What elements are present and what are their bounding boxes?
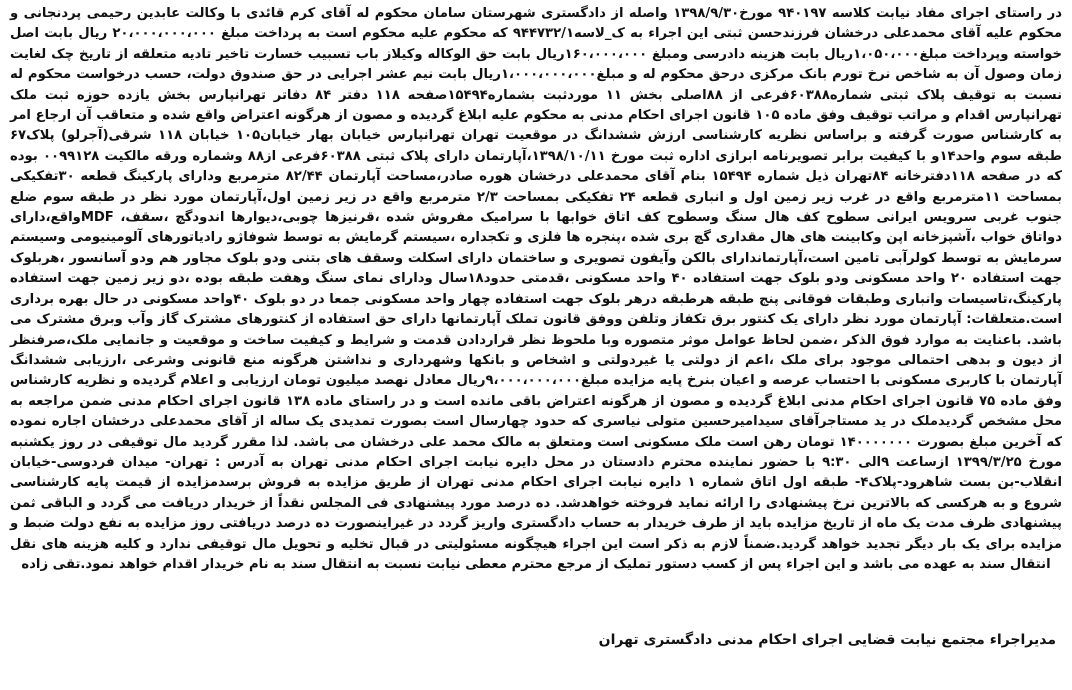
- signature-line: مدیراجراء مجتمع نیابت قضایی اجرای احکام مدنی دادگستری تهران: [598, 632, 1056, 648]
- auction-notice-text: در راستای اجرای مفاد نیابت کلاسه ۹۴۰۱۹۷ مورخ۱۳۹۸/۹/۳۰ واصله از دادگستری شهرستان سامان محکوم له آقای کرم قائدی با وکالت عابدین رحیمی پردنجانی و محکوم علیه آقای محمدعلی درخشان فرزندحسن ثبتی این اجراء به ک_لاسه۹۴۴۷۳۲/۱ که محکوم علیه محکوم است به پرداخت مبلغ ۲۰،۰۰۰،۰۰۰،۰۰۰ ریال بابت اصل خواسته وپرداخت مبلغ۱،۰۵۰،۰۰۰ریال بابت هزینه دادرسی ومبلغ ۱۶۰،۰۰۰،۰۰۰ریال بابت حق الوکاله وکیلاز باب تسبیب خسارت تاخیر تادیه متعلقه از تاریخ چک لغایت زمان وصول آن به شاخص نرخ تورم بانک مرکزی درحق محکوم له و مبلغ۱،۰۰۰،۰۰۰،۰۰۰ریال بابت نیم عشر اجرایی در حق صندوق دولت، حسب درخواست محکوم له نسبت به توقیف پلاک ثبتی شماره۶۰۳۸۸فرعی از ۸۸اصلی بخش ۱۱ موردثبت بشماره۱۵۴۹۴صفحه ۱۱۸ دفتر ۸۴ دفاتر تهرانپارس بخش یازده حوزه ثبت ملک تهرانپارس اقدام و مراتب توقیف وفق ماده ۱۰۵ قانون اجرای احکام مدنی به محکوم علیه ابلاغ گردیده و مصون از هرگونه اعتراض واقع شده و متعاقب آن ارجاع امر به کارشناس صورت گرفته و براساس نظریه کارشناسی ارزش ششدانگ در موقعیت تهران تهرانپارس خیابان بهار خیابان۱۰۵ خیابان ۱۱۸ شرقی(آجرلو) پلاک۶۷ طبقه سوم واحد۱۴و با کیفیت برابر تصویرنامه ابرازی اداره ثبت مورخ ۱۳۹۸/۱۰/۱۱،آپارتمان دارای پلاک ثبتی ۶۰۳۸۸فرعی از۸۸ وشماره ورقه مالکیت ۰۰۹۹۱۲۸ بوده که در صفحه ۱۱۸دفترخانه ۸۴تهران ذیل شماره ۱۵۴۹۴ بنام آقای محمدعلی درخشان هوره صادر،مساحت آپارتمان ۸۲/۴۴ مترمربع ودارای پارکینگ قطعه ۳۰تفکیکی بمساحت ۱۱مترمربع واقع در غرب زیر زمین اول و انباری قطعه ۲۴ تفکیکی بمساحت ۲/۳ مترمربع واقع در زیر زمین اول،آپارتمان مورد نظر در طبقه سوم ضلع جنوب غربی سرویس ایرانی سطوح کف هال سنگ وسطوح کف اتاق خوابها با سرامیک مفروش شده ،قرنیزها چوبی،دیوارها اندودگچ ،سقف، MDFواقع،دارای دواتاق خواب ،آشپزخانه اپن وکابینت های هال مقداری گچ بری شده ،پنجره ها فلزی و تکجداره ،سیستم گرمایش به توسط شوفاژو رادیاتورهای آلومینیومی وسیستم سرمایش به توسط کولرآبی تامین است،آپارتماندارای بالکن وآیفون تصویری و ساختمان دارای اسکلت وسقف های بتنی ودو بلوک مجاور هم ودو آسانسور ،هربلوک جهت استفاده ۲۰ واحد مسکونی ودو بلوک جهت استفاده ۴۰ واحد مسکونی ،قدمتی حدود۱۸سال ودارای نمای سنگ وهفت طبقه بوده ،دو زیر زمین جهت استفاده پارکینگ،تاسیسات وانباری وطبقات فوقانی پنج طبقه هرطبقه درهر بلوک جهت استفاده چهار واحد مسکونی جمعا در دو بلوک ۴۰واحد مسکونی در حال بهره برداری است.متعلقات: آپارتمان مورد نظر دارای یک کنتور برق تکفاز وتلفن ووفق قانون تملک آپارتمانها دارای حق استفاده از کنتورهای مشترک گاز وآب وبرق مشترک می باشد. باعنایت به موارد فوق الذکر ،ضمن لحاظ عوامل موثر متصوره وبا ملحوظ نظر قراردادن قدمت و شرایط و کیفیت ساخت و موقعیت و جانمایی ملک،صرفنظر از دیون و بدهی احتمالی موجود برای ملک ،اعم از دولتی یا غیردولتی و اشخاص و بانکها وشهرداری و نداشتن هرگونه منع قانونی وشرعی ،ارزیابی ششدانگ آپارتمان با کاربری مسکونی با احتساب عرصه و اعیان بنرخ پایه مزایده مبلغ۹،۰۰۰،۰۰۰،۰۰۰ریال معادل نهصد میلیون تومان ارزیابی و اعلام گردیده و نظریه کارشناس وفق ماده ۷۵ قانون اجرای احکام مدنی ابلاغ گردیده و مصون از هرگونه اعتراض باقی مانده است و در راستای ماده ۱۳۸ قانون اجرای احکام مدنی ضمن مراجعه به محل مشخص گردیدملک در ید مستاجرآقای سیدامیرحسین متولی نیاسری که حدود چهارسال است بصورت تمدیدی یک ساله از آقای محمدعلی درخشان اجاره نموده که آخرین مبلغ بصورت ۱۴۰۰۰۰۰۰۰ تومان رهن است ملک مسکونی است ومتعلق به مالک محمد علی درخشان می باشد. لذا مقرر گردید مال توقیفی در روز یکشنبه مورخ ۱۳۹۹/۳/۲۵ ازساعت ۹الی ۹:۳۰ با حضور نماینده محترم دادستان در محل دایره نیابت اجرای احکام مدنی تهران به آدرس : تهران- میدان فردوسی-خیابان انقلاب-بن بست شاهرود-پلاک۴- طبقه اول اتاق شماره ۱ دایره نیابت اجرای احکام مدنی تهران از طریق مزایده به فروش برسدمزایده از قیمت پایه کارشناسی شروع و به هرکسی که بالاترین نرخ پیشنهادی را ارائه نماید فروخته خواهدشد. ده درصد مورد پیشنهادی فی المجلس نقداً از خریدار دریافت می گردد و الباقی ثمن پیشنهادی ظرف مدت یک ماه از تاریخ مزایده باید از طرف خریدار به حساب دادگستری واریز گردد در غیراینصورت ده درصد دریافتی روز مزایده به نفع دولت ضبط و مزایده برای یک بار دیگر تجدید خواهد گردید.ضمناً لازم به ذکر است این اجراء هیچگونه مسئولیتی در قبال تخلیه و تحویل مال توقیفی ندارد و کلیه هزینه های نقل انتقال سند به عهده می باشد و این اجراء پس از کسب دستور تملیک از مرجع محترم معطی نیابت نسبت به انتقال سند به نام خریدار اقدام خواهد نمود.تقی زاده: [10, 6, 1063, 572]
